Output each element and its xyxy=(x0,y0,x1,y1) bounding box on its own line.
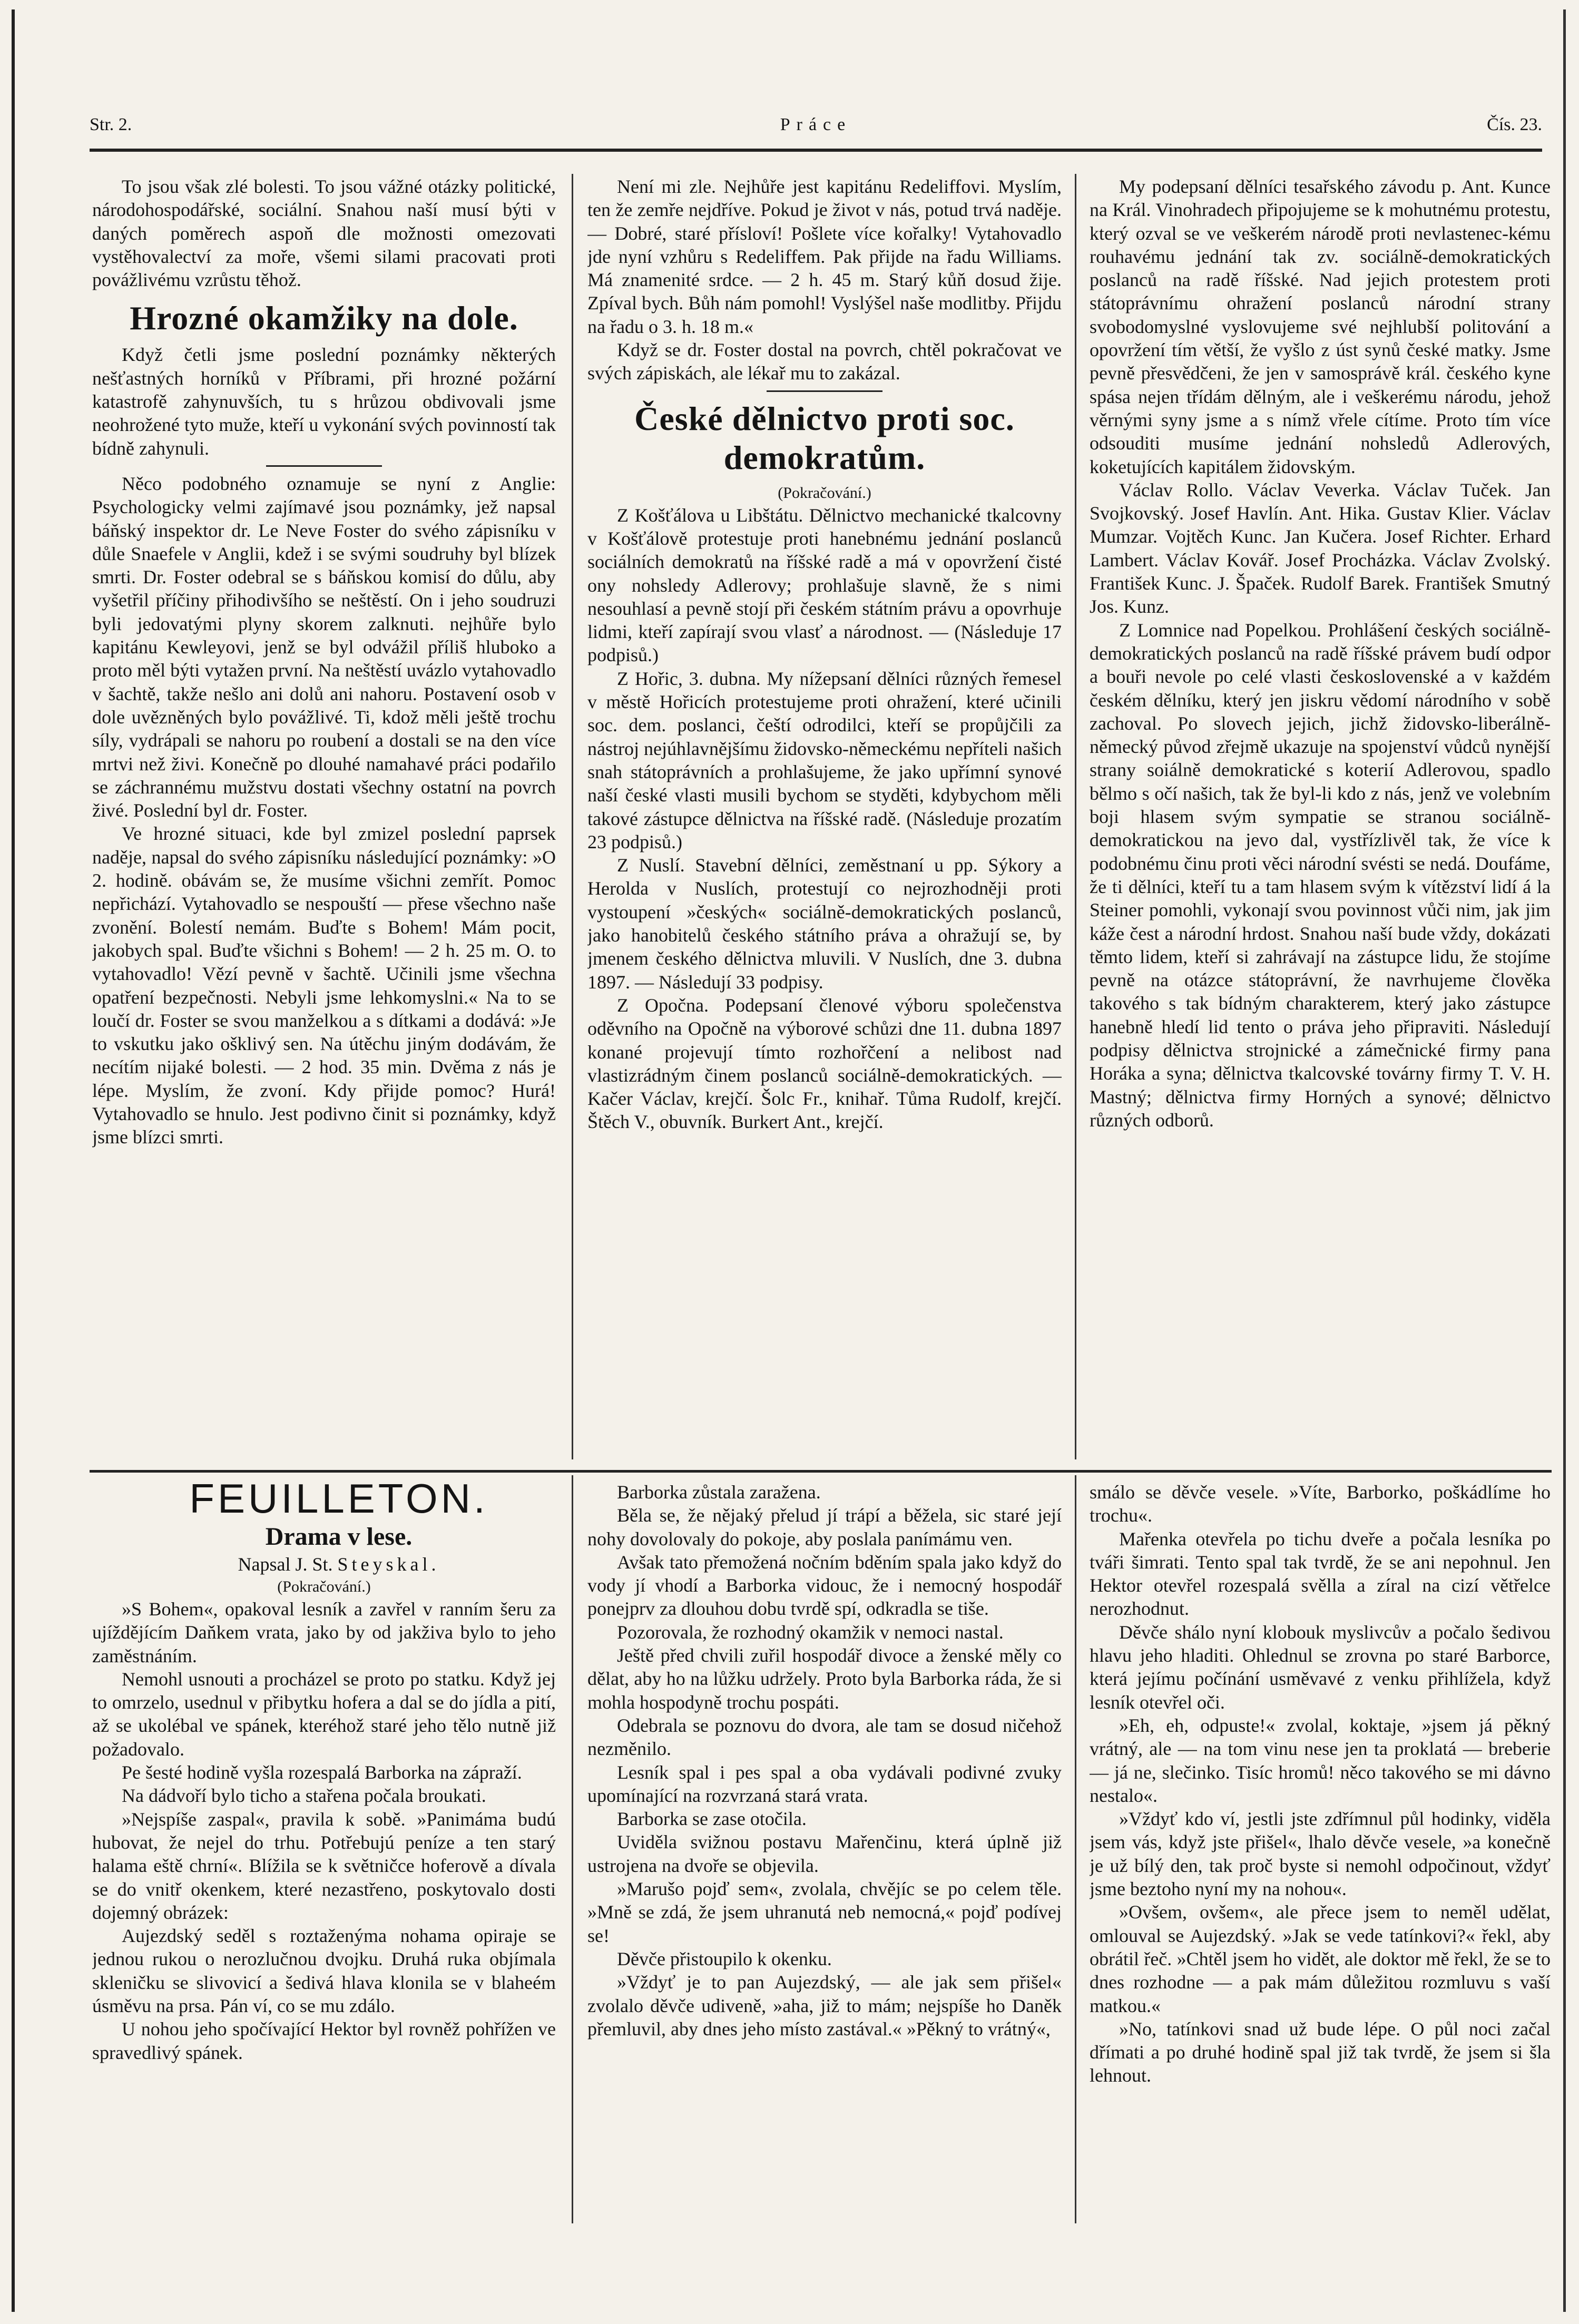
article-paragraph: Když četli jsme poslední poznámky některých nešťastných horníků v Příbrami, při hrozné požární katastrofě zahynuvších, tu s hrůzou obdivovali jsme neohrožené tyto muže, kteří u vykonání svých povinností tak bídně zahynuli. xyxy=(92,344,556,459)
story-paragraph: Nemohl usnouti a procházel se proto po statku. Když jej to omrzelo, usednul v přibytku hofera a dal se do jídla a pití, až se ukolébal ve spánek, kteréhož staré jeho tělo nutně již požadovalo. xyxy=(92,1668,556,1760)
feuilleton-column-2 xyxy=(587,1480,1062,2223)
continued-label: (Pokračování.) xyxy=(778,484,871,502)
story-paragraph: Pozorovala, že rozhodný okamžik v nemoci nastal. xyxy=(617,1621,1004,1643)
article-paragraph: Z Nuslí. Stavební dělníci, zeměstnaní u pp. Sýkory a Herolda v Nuslích, protestují co nejrozhodněji proti vystoupení »českých« sociálně-demokratických poslanců, jako hanobitelů českého státního práva a ohražují se, by jmenem českého dělnictva mluvili. V Nuslích, dne 3. dubna 1897. — Následují 33 podpisy. xyxy=(587,855,1062,993)
story-paragraph: Avšak tato přemožená nočním bděním spala jako když do vody jí vhodí a Barborka vidouc, že i nemocný hospodář ponejprv za dlouhou dobu tvrdě spí, odkradla se tiše. xyxy=(587,1551,1062,1620)
feuilleton-column-3 xyxy=(1090,1480,1551,2223)
column-1-top xyxy=(92,175,556,1458)
story-paragraph: Děvče shálo nyní klobouk myslivcův a počalo šedivou hlavu jeho hladiti. Ohlednul se zrovna po staré Barborce, která jejímu počínání usměvavé z venku přihlížela, když lesník otevřel oči. xyxy=(1090,1621,1551,1713)
story-paragraph: »No, tatínkovi snad už bude lépe. O půl noci začal dřímati a po druhé hodině spal již tak tvrdě, že jsem si šla lehnout. xyxy=(1090,2018,1551,2086)
column-3-top xyxy=(1090,175,1551,1460)
header-rule xyxy=(90,149,1542,152)
intro-paragraph: To jsou však zlé bolesti. To jsou vážné otázky politické, národohospodářské, sociální. Snahou naší musí býti v daných poměrech aspoň dle možnosti omezovati vystěhovalectví za moře, všemi silami pracovati proti povážlivému vzrůstu těhož. xyxy=(92,176,556,291)
story-paragraph: Mařenka otevřela po tichu dveře a počala lesníka po tváři šimrati. Tento spal tak tvrdě, že se ani nepohnul. Jen Hektor otevřel rozespalá svělla a zíral na cizí větřelce nerozhodnut. xyxy=(1090,1528,1551,1620)
story-paragraph: Aujezdský seděl s roztaženýma nohama opiraje se jednou rukou o nerozlučnou dvojku. Druhá ruka objímala skleničku se slivovicí a šedivá hlava klonila se v blaheém úsměvu na prsa. Pán ví, co se mu zdálo. xyxy=(92,1925,556,2017)
story-paragraph: Děvče přistoupilo k okenku. xyxy=(617,1948,832,1969)
article-heading-workers: České dělnictvo proti soc. demokratům. xyxy=(634,399,1015,476)
feuilleton-story-title: Drama v lese. xyxy=(265,1523,413,1551)
story-paragraph: Lesník spal i pes spal a oba vydávali podivné zvuky upomínající na rozvrzaná stará vrata. xyxy=(587,1761,1062,1806)
author-prefix: Napsal J. St. xyxy=(238,1554,333,1575)
page-number: Str. 2. xyxy=(90,115,132,134)
article-paragraph: Václav Rollo. Václav Veverka. Václav Tuček. Jan Svojkovský. Josef Havlín. Ant. Hika. Gustav Klier. Václav Mumzar. Vojtěch Kunc. Jan Kučera. Josef Richter. Erhard Lambert. Václav Kovář. Josef Procházka. Václav Zvolský. František Kunc. J. Špaček. Rudolf Barek. František Smutný Jos. Kunz. xyxy=(1090,479,1551,617)
article-paragraph: Z Opočna. Podepsaní členové výboru společenstva oděvního na Opočně na výborové schůzi dne 11. dubna 1897 konané projevují tímto rozhořčení a nelibost nad vlastizrádným činem poslanců sociálně-demokratických. — Kačer Václav, krejčí. Šolc Fr., knihař. Tůma Rudolf, krejčí. Štěch V., obuvník. Burkert Ant., krejčí. xyxy=(587,994,1062,1133)
story-paragraph: Běla se, že nějaký přelud jí trápí a běžela, sic staré její nohy dovolovaly do pokoje, aby poslala panímámu ven. xyxy=(587,1505,1062,1550)
article-paragraph: Z Hořic, 3. dubna. My nížepsaní dělníci různých řemesel v městě Hořicích protestujeme proti ohražení, které učinili soc. dem. poslanci, čeští odrodilci, kteří se propůjčili za nástroj nejúhlavnějšímu židovsko-německému nepříteli našich snah státoprávních a prohlašujeme, že jako upřímní synové naší české vlasti musili bychom se styděti, kdybychom měli takové zástupce dělnictva na říšské radě. (Následuje prozatím 23 podpisů.) xyxy=(587,668,1062,852)
article-heading-mine: Hrozné okamžiky na dole. xyxy=(130,299,518,337)
column-divider xyxy=(1075,1475,1076,2223)
column-2-top xyxy=(587,175,1062,1463)
feuilleton-author xyxy=(92,1552,556,1576)
story-paragraph: Pe šesté hodině vyšla rozespalá Barborka na zápraží. xyxy=(122,1762,522,1783)
page-header xyxy=(90,115,1542,146)
feuilleton-section-title: FEUILLETON. xyxy=(189,1475,488,1522)
article-paragraph: Z Lomnice nad Popelkou. Prohlášení českých sociálně-demokratických poslanců na radě říšské právem budí odpor a bouři nevole po celé vlasti československé a v každém českém dělníku, který jen jiskru vědomí národního v sobě zachoval. Po slovech jejich, jichž židovsko-liberálně-německý původ zřejmě ukazuje na spojenství vůdců nynější strany soiálně demokratické s koterií Adlerovou, spadlo bělmo s očí našich, tak že byl-li kdo z nás, jenž ve volebním boji hlasem svým sympatie se stranou sociálně-demokratickou na jevo dal, vystřízlivěl tak, že více k podobnému činu proti věci národní svésti se nedá. Doufáme, že ti dělníci, kteří tu a tam hlasem svým k vítězství lidí á la Steiner pomohli, vykonají svou povinnost vůči nim, jak jim káže čest a národní hrdost. Snahou naší bude vždy, dokázati těmto lidem, kteří si zahrávají na zástupce lidu, že stojíme pevně na otázce státoprávní, že navrhujeme člověka takového s tak bídným charakterem, který jako zástupce hanebně hledí lid tento o práva jeho připraviti. Následují podpisy dělnictva strojnické a zámečnické firmy pana Horáka a syna; dělnictva tkalcovské továrny firmy T. V. H. Mastný; dělnictva firmy Horných a synové; dělnictvo různých odborů. xyxy=(1090,619,1551,1131)
story-paragraph: Barborka se zase otočila. xyxy=(617,1808,807,1830)
article-paragraph: Když se dr. Foster dostal na povrch, chtěl pokračovat ve svých zápiskách, ale lékař mu to zakázal. xyxy=(587,339,1062,384)
story-paragraph: »Vždyť kdo ví, jestli jste zdřímnul půl hodinky, viděla jsem vás, když jste přišel«, lhalo děvče vesele, »a konečně je už bílý den, tak proč byste si nemohl odpočinout, vždyť jsme beztoho nyní my na nohou«. xyxy=(1090,1808,1551,1900)
newspaper-title: Práce xyxy=(780,115,852,134)
article-paragraph: Z Košťálova u Libštátu. Dělnictvo mechanické tkalcovny v Košťálově protestuje proti hanebnému jednání poslanců sociálních demokratů na říšské radě a má v opovržení čisté ony nohsledy Adlerovy; prohlašuje slavně, že s nimi nesouhlasí a pevně stojí při českém státním právu a opovrhuje lidmi, kteří zapírají svou vlasť a národnost. — (Následuje 17 podpisů.) xyxy=(587,504,1062,666)
story-paragraph: Na dádvoří bylo ticho a stařena počala broukati. xyxy=(122,1785,486,1807)
continued-label: (Pokračování.) xyxy=(277,1578,371,1595)
story-paragraph: Ještě před chvili zuřil hospodář divoce a ženské měly co dělat, aby ho na lůžku udržely. Proto byla Barborka ráda, že si mohla hospodyně trochu pospáti. xyxy=(587,1645,1062,1713)
column-divider xyxy=(572,1475,573,2223)
story-paragraph: Odebrala se poznovu do dvora, ale tam se dosud ničehož nezměnilo. xyxy=(587,1714,1062,1760)
story-paragraph: Uviděla svižnou postavu Mařenčinu, která úplně již ustrojena na dvoře se objevila. xyxy=(587,1831,1062,1876)
story-paragraph: »Nejspíše zaspal«, pravila k sobě. »Panimáma budú hubovat, že nejel do trhu. Potřebujú peníze a ten starý halama eště chrní«. Blížila se k světničce hoferově a dívala se do vnitř okenkem, které nezastřeno, poskytovalo dosti dojemný obrázek: xyxy=(92,1808,556,1923)
author-name: Steyskal. xyxy=(337,1554,440,1575)
column-divider xyxy=(572,174,573,1459)
story-paragraph: »Eh, eh, odpuste!« zvolal, koktaje, »jsem já pěkný vrátný, ale — na tom vinu nese jen ta proklatá — breberie — já ne, slečinko. Tisíc hromů! něco takového se mi dávno nestalo«. xyxy=(1090,1714,1551,1806)
story-paragraph: U nohou jeho spočívající Hektor byl rovněž pohřížen ve spravedlivý spánek. xyxy=(92,2018,556,2063)
article-paragraph: My podepsaní dělníci tesařského závodu p. Ant. Kunce na Král. Vinohradech připojujeme se k mohutnému protestu, který ozval se ve veškerém národě proti nevlastenec-kému rouhavému jednání tak zv. sociálně-demokratických poslanců na radě říšské. Nad jejich protestem proti státoprávnímu ohražení poslanců národní strany svobodomyslné vyslovujeme své nejhlubší politování a opovržení tím větší, že vyšlo z úst synů české matky. Jsme pevně přesvědčeni, že jen v samosprávě král. českého kyne spása nejen třídám dělným, ale i veškerému národu, jehož věrnými syny jsme a s nímž vřele cítíme. Proto tím více odsouditi musíme jednání nohsledů Adlerových, koketujících kapitálem židovským. xyxy=(1090,176,1551,477)
short-rule xyxy=(767,390,882,392)
story-paragraph: »S Bohem«, opakoval lesník a zavřel v ranním šeru za ujíždějícím Daňkem vrata, jako by od jakživa bylo to jeho zaměstnáním. xyxy=(92,1599,556,1666)
story-paragraph: »Vždyť je to pan Aujezdský, — ale jak sem přišel« zvolalo děvče udiveně, »aha, již to mám; nejspíše ho Daněk přemluvil, aby dnes jeho místo zastával.« »Pěkný to vrátný«, xyxy=(587,1972,1062,2039)
short-rule xyxy=(266,465,382,467)
story-paragraph: smálo se děvče vesele. »Víte, Barborko, poškádlíme ho trochu«. xyxy=(1090,1482,1551,1526)
article-paragraph: Ve hrozné situaci, kde byl zmizel poslední paprsek naděje, napsal do svého zápisníku následující poznámky: »O 2. hodině. obávám se, že musíme všichni zemřít. Pomoc nepřichází. Vytahovadlo se nespouští — přese všechno naše zvonění. Bolestí nemám. Buďte s Bohem! Mám pocit, jakobych spal. Buďte všichni s Bohem! — 2 h. 25 m. O. to vytahovadlo! Vězí pevně v šachtě. Učinili jsme všechna opatření bezpečnosti. Nebyli jsme lehkomyslni.« Na to se loučí dr. Foster se svou manželkou a s dítkami a dodává: »Je to vskutku jako ošklivý sen. Na útěchu jiným dodávám, že necítím nijaké bolesti. — 2 hod. 35 min. Dvěma z nás je lépe. Myslím, že zvoní. Kdy přijde pomoc? Hurá! Vytahovadlo se hnulo. Jest podivno činit si poznámky, když jsme blízci smrti. xyxy=(92,823,556,1148)
story-paragraph: Barborka zůstala zaražena. xyxy=(617,1482,821,1503)
article-paragraph: Něco podobného oznamuje se nyní z Anglie: Psychologicky velmi zajímavé jsou poznámky, jež napsal báňský inspektor dr. Le Neve Foster do svého zápisníku v důle Snaefele v Anglii, kdež i se svými soudruhy byl blízek smrti. Dr. Foster odebral se s báňskou komisí do důlu, aby vyšetřil příčiny přihodivšího se neštěstí. On i jeho soudruzi byli jedovatými plyny skorem zalknuti. nejhůře bylo kapitánu Kewleyovi, jenž se byl odvážil příliš hluboko a proto měl býti vytažen první. Na neštěstí uvázlo vytahovadlo v šachtě, takže nešlo ani dolů ani nahoru. Postavení osob v dole uvězněných bylo povážlivé. Ti, kdož měli ještě trochu síly, vydrápali se nahoru po roubení a dostali se na den více mrtvi než živi. Konečně po dlouhé namahavé práci podařilo se záchrannému mužstvu dostati všechny ostatní na povrch živé. Poslední byl dr. Foster. xyxy=(92,473,556,821)
article-paragraph: Není mi zle. Nejhůře jest kapitánu Redeliffovi. Myslím, ten že zemře nejdříve. Pokud je život v nás, potud trvá naděje. — Dobré, staré přísloví! Pošlete více kořalky! Vytahovadlo jde nyní vzhůru s Redeliffem. Pak přijde na řadu Williams. Má znamenité srdce. — 2 h. 45 m. Starý kůň dosud žije. Zpíval bych. Bůh nám pomohl! Vyslýšel naše modlitby. Přijdu na řadu o 3. h. 18 m.« xyxy=(587,176,1062,337)
issue-number: Čís. 23. xyxy=(1487,115,1542,134)
column-divider xyxy=(1075,174,1076,1459)
feuilleton-column-1 xyxy=(92,1475,556,2223)
feuilleton-rule xyxy=(90,1470,1552,1473)
story-paragraph: »Marušo pojď sem«, zvolala, chvějíc se po celem těle. »Mně se zdá, že jsem uhranutá neb nemocná,« pojď podívej se! xyxy=(587,1878,1062,1946)
story-paragraph: »Ovšem, ovšem«, ale přece jsem to neměl udělat, omlouval se Aujezdský. »Jak se vede tatínkovi?« řekl, aby obrátil řeč. »Chtěl jsem ho vidět, ale doktor mě řekl, že se to dnes rozhodne — a pak mám důležitou rozmluvu s vaší matkou.« xyxy=(1090,1901,1551,2016)
